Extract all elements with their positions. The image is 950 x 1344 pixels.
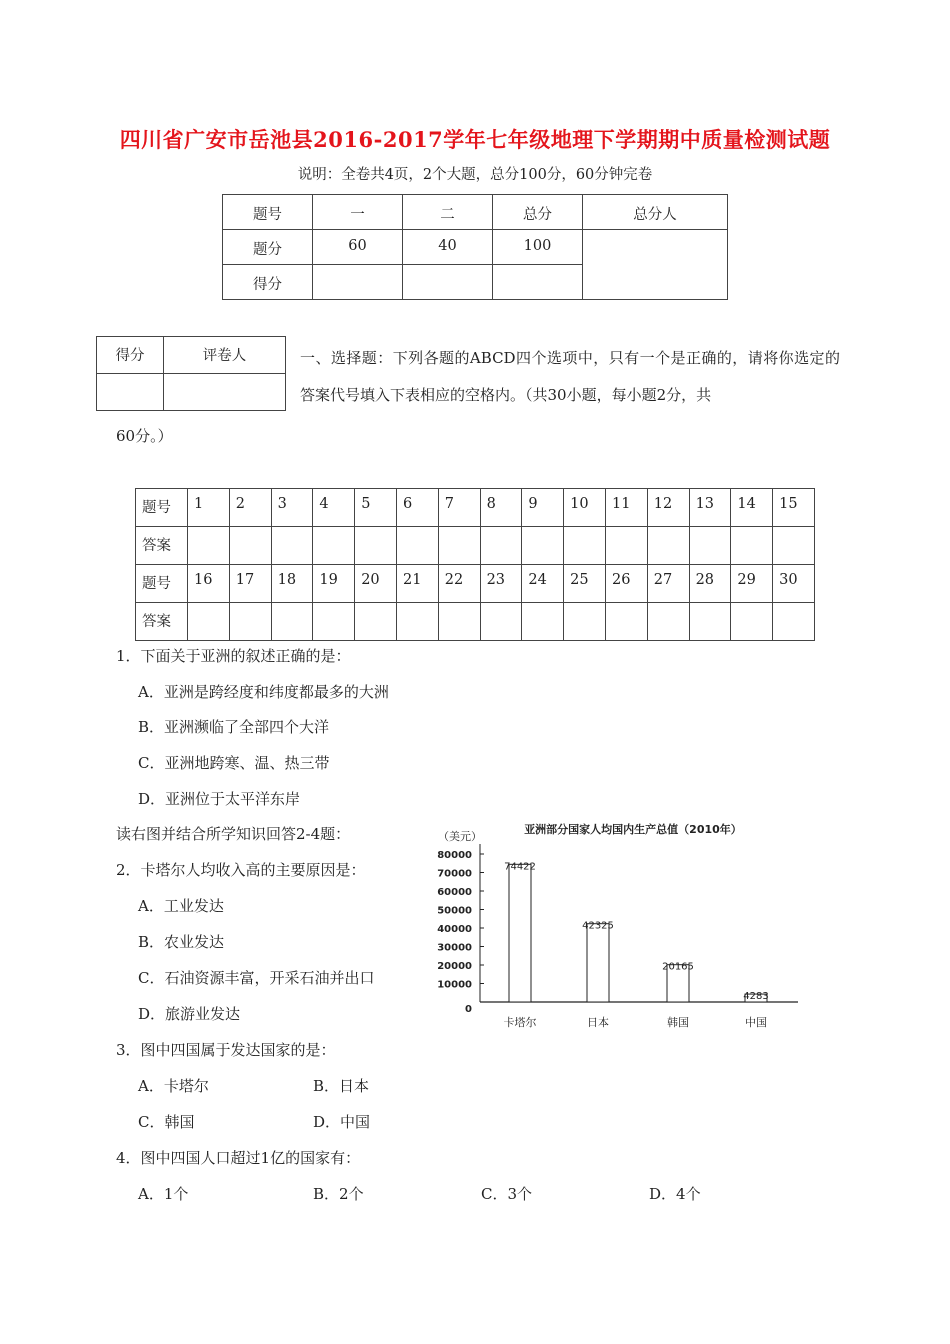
question-number: 2	[229, 489, 271, 527]
chart-y-tick-label: 20000	[437, 961, 472, 972]
question-number: 21	[396, 565, 438, 603]
chart-category-label: 卡塔尔	[503, 1016, 537, 1029]
score-input-cell[interactable]	[493, 265, 583, 300]
question-number: 16	[188, 565, 230, 603]
chart-title: 亚洲部分国家人均国内生产总值（2010年）	[524, 823, 742, 836]
grader-score-input[interactable]	[97, 374, 164, 411]
answer-cell[interactable]	[564, 527, 606, 565]
answer-cell[interactable]	[229, 603, 271, 641]
answer-number-row	[136, 489, 815, 527]
row-label: 答案	[136, 603, 188, 641]
question-number: 18	[271, 565, 313, 603]
question-number: 12	[647, 489, 689, 527]
answer-cell[interactable]	[480, 527, 522, 565]
question-1-stem: 1．下面关于亚洲的叙述正确的是：	[116, 647, 351, 665]
answer-number-row	[136, 565, 815, 603]
question-2-stem: 2．卡塔尔人均收入高的主要原因是：	[116, 861, 366, 879]
question-number: 11	[605, 489, 647, 527]
answer-cell[interactable]	[229, 527, 271, 565]
question-number: 13	[689, 489, 731, 527]
page-title: 四川省广安市岳池县2016-2017学年七年级地理下学期期中质量检测试题	[119, 127, 831, 152]
question-3-option-b: B．日本	[313, 1077, 370, 1095]
chart-y-tick-label: 50000	[437, 905, 472, 917]
chart-category-label: 中国	[745, 1016, 767, 1029]
score-cell: 40	[403, 230, 493, 265]
answer-cell[interactable]	[355, 527, 397, 565]
question-number: 27	[647, 565, 689, 603]
chart-y-tick-label: 70000	[437, 868, 472, 880]
question-2-option-b: B．农业发达	[138, 933, 225, 951]
answer-cell[interactable]	[438, 603, 480, 641]
question-3-option-c: C．韩国	[138, 1113, 195, 1131]
question-number: 5	[355, 489, 397, 527]
section-one-instructions-end: 60分。）	[116, 427, 173, 445]
question-number: 22	[438, 565, 480, 603]
answer-cell[interactable]	[271, 603, 313, 641]
score-header-cell: 二	[403, 195, 493, 230]
question-1-option-b: B．亚洲濒临了全部四个大洋	[138, 718, 330, 736]
score-cell: 得分	[223, 265, 313, 300]
answer-cell[interactable]	[773, 603, 815, 641]
chart-data-label: 4283	[743, 991, 769, 1003]
read-chart-prompt: 读右图并结合所学知识回答2-4题：	[116, 825, 351, 843]
question-number: 20	[355, 565, 397, 603]
chart-data-label: 42325	[582, 920, 614, 932]
question-1-option-a: A．亚洲是跨经度和纬度都最多的大洲	[138, 683, 389, 701]
answer-cell[interactable]	[689, 603, 731, 641]
answer-cell[interactable]	[647, 603, 689, 641]
row-label: 题号	[136, 565, 188, 603]
question-number: 30	[773, 565, 815, 603]
question-number: 10	[564, 489, 606, 527]
chart-y-tick-label: 0	[465, 1004, 472, 1015]
question-number: 7	[438, 489, 480, 527]
grader-name-input[interactable]	[164, 374, 286, 411]
answer-cell[interactable]	[188, 527, 230, 565]
chart-y-tick-label: 80000	[437, 850, 472, 861]
answer-cell[interactable]	[564, 603, 606, 641]
question-number: 19	[313, 565, 355, 603]
answer-cell[interactable]	[731, 527, 773, 565]
question-number: 23	[480, 565, 522, 603]
score-header-cell: 总分人	[583, 195, 728, 230]
answer-input-row	[136, 527, 815, 565]
question-4-option-b: B．2个	[313, 1185, 364, 1203]
grader-name-label: 评卷人	[164, 337, 286, 374]
chart-y-tick-label: 10000	[437, 979, 472, 991]
question-4-stem: 4．图中四国人口超过1亿的国家有：	[116, 1149, 361, 1167]
grader-table	[96, 336, 286, 411]
question-2-option-a: A．工业发达	[138, 897, 224, 915]
score-header-cell: 总分	[493, 195, 583, 230]
chart-category-label: 日本	[587, 1016, 609, 1029]
question-3-option-a: A．卡塔尔	[138, 1077, 209, 1095]
answer-cell[interactable]	[605, 603, 647, 641]
answer-input-row	[136, 603, 815, 641]
score-cell: 100	[493, 230, 583, 265]
answer-cell[interactable]	[689, 527, 731, 565]
score-cell: 60	[313, 230, 403, 265]
question-3-stem: 3．图中四国属于发达国家的是：	[116, 1041, 336, 1059]
question-number: 17	[229, 565, 271, 603]
answer-cell[interactable]	[313, 603, 355, 641]
chart-category-label: 韩国	[667, 1016, 689, 1029]
answer-cell[interactable]	[773, 527, 815, 565]
question-3-option-d: D．中国	[313, 1113, 371, 1131]
question-1-option-c: C．亚洲地跨寒、温、热三带	[138, 754, 330, 772]
chart-y-tick-label: 30000	[437, 942, 472, 954]
question-number: 1	[188, 489, 230, 527]
question-2-option-c: C．石油资源丰富，开采石油并出口	[138, 969, 375, 987]
answer-cell[interactable]	[355, 603, 397, 641]
question-number: 9	[522, 489, 564, 527]
question-number: 15	[773, 489, 815, 527]
question-4-option-c: C．3个	[481, 1185, 533, 1203]
question-1-option-d: D．亚洲位于太平洋东岸	[138, 790, 301, 808]
question-2-option-d: D．旅游业发达	[138, 1005, 241, 1023]
chart-data-label: 74422	[504, 861, 536, 873]
question-number: 24	[522, 565, 564, 603]
chart-data-label: 20165	[662, 961, 694, 973]
answer-cell[interactable]	[396, 603, 438, 641]
chart-bar	[587, 924, 609, 1002]
question-number: 14	[731, 489, 773, 527]
score-table	[222, 194, 728, 300]
score-input-cell[interactable]	[313, 265, 403, 300]
gdp-bar-chart	[428, 818, 808, 1033]
question-number: 25	[564, 565, 606, 603]
question-number: 6	[396, 489, 438, 527]
answer-cell[interactable]	[313, 527, 355, 565]
question-number: 8	[480, 489, 522, 527]
exam-note: 说明：全卷共4页，2个大题，总分100分，60分钟完卷	[297, 167, 653, 183]
question-number: 4	[313, 489, 355, 527]
question-number: 26	[605, 565, 647, 603]
row-label: 题号	[136, 489, 188, 527]
chart-y-tick-label: 40000	[437, 924, 472, 935]
question-number: 3	[271, 489, 313, 527]
question-number: 29	[731, 565, 773, 603]
score-header-cell: 题号	[223, 195, 313, 230]
answer-cell[interactable]	[271, 527, 313, 565]
question-4-option-a: A．1个	[138, 1185, 189, 1203]
answer-cell[interactable]	[605, 527, 647, 565]
question-number: 28	[689, 565, 731, 603]
answer-cell[interactable]	[188, 603, 230, 641]
grader-score-label: 得分	[97, 337, 164, 374]
answer-cell[interactable]	[647, 527, 689, 565]
score-input-cell[interactable]	[403, 265, 493, 300]
chart-bar	[509, 864, 531, 1002]
question-4-option-d: D．4个	[649, 1185, 701, 1203]
answer-cell[interactable]	[438, 527, 480, 565]
chart-y-tick-label: 60000	[437, 887, 472, 898]
total-scorer-cell[interactable]	[583, 230, 728, 300]
answer-cell[interactable]	[522, 603, 564, 641]
score-cell: 题分	[223, 230, 313, 265]
row-label: 答案	[136, 527, 188, 565]
chart-y-unit-label: （美元）	[438, 830, 482, 843]
answer-cell[interactable]	[522, 527, 564, 565]
answer-cell[interactable]	[396, 527, 438, 565]
score-header-cell: 一	[313, 195, 403, 230]
answer-cell[interactable]	[480, 603, 522, 641]
section-one-instructions: 一、选择题：下列各题的ABCD四个选项中，只有一个是正确的，请将你选定的答案代号填入下表相应的空格内。（共30小题，每小题2分，共	[300, 349, 840, 404]
answer-table	[135, 488, 815, 641]
answer-cell[interactable]	[731, 603, 773, 641]
